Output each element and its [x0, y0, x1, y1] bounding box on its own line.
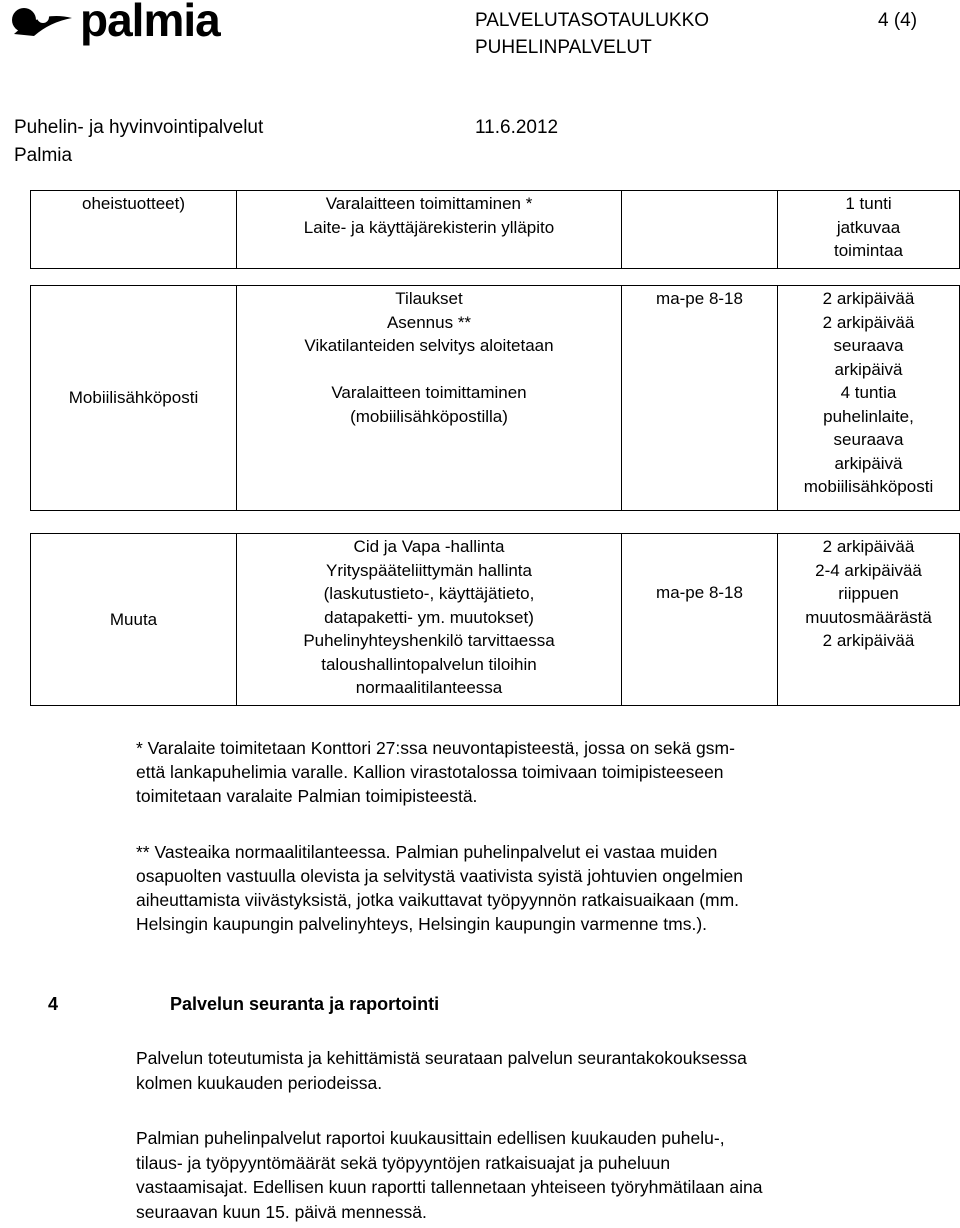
service-table-continued: [30, 190, 960, 269]
service-cell: Varalaitteen toimittaminen * Laite- ja käyttäjärekisterin ylläpito: [237, 191, 622, 269]
footnote-response-time: ** Vasteaika normaalitilanteessa. Palmian puhelinpalvelut ei vastaa muiden osapuolten vastuulla olevista ja selvitystä vaativista syistä johtuvien ongelmien aiheuttamista viivästyksistä, jotka vaikuttavat työpyynnön ratkaisuaikaan (mm. Helsingin kaupungin palvelinyhteys, Helsingin kaupungin varmenne tms.).: [136, 842, 743, 934]
hours-cell: [622, 191, 778, 269]
palmia-logo: [10, 0, 225, 48]
table-row: [31, 286, 960, 511]
logo-text: palmia: [80, 0, 220, 46]
category-cell: oheistuotteet): [31, 191, 237, 269]
paragraph-reporting: Palmian puhelinpalvelut raportoi kuukausittain edellisen kuukauden puhelu-, tilaus- ja työpyyntömäärät sekä työpyyntöjen ratkaisuajat ja puheluun vastaamisajat. Edellisen kuun raportti tallennetaan yhteiseen työryhmätilaan aina seuraavan kuun 15. päivä mennessä.: [136, 1128, 763, 1222]
time-cell: 2 arkipäivää 2 arkipäivää seuraava arkipäivä 4 tuntia puhelinlaite, seuraava arkipäivä mobiilisähköposti: [778, 286, 960, 511]
paragraph-monitoring: Palvelun toteutumista ja kehittämistä seurataan palvelun seurantakokouksessa kolmen kuukauden periodeissa.: [136, 1048, 747, 1093]
other-services-table: [30, 533, 960, 706]
service-cell: Tilaukset Asennus ** Vikatilanteiden selvitys aloitetaan Varalaitteen toimittaminen (mobiilisähköpostilla): [237, 286, 622, 511]
mobile-email-table: [30, 285, 960, 511]
hours-cell: ma-pe 8-18: [622, 286, 778, 511]
palmia-logo-mark-icon: [10, 4, 76, 40]
section-title: Palvelun seuranta ja raportointi: [170, 994, 440, 1014]
service-cell: Cid ja Vapa -hallinta Yrityspääteliittymän hallinta (laskutustieto-, käyttäjätieto, datapaketti- ym. muutokset) Puhelinyhteyshenkilö tarvittaessa taloushallintopalvelun tiloihin normaalitilanteessa: [237, 534, 622, 706]
date: 11.6.2012: [475, 117, 559, 138]
department: Puhelin- ja hyvinvointipalvelut: [14, 117, 264, 138]
section-number: 4: [48, 994, 59, 1014]
footnote-backup-device: * Varalaite toimitetaan Konttori 27:ssa neuvontapisteestä, jossa on sekä gsm- että lankapuhelimia varalle. Kallion virastotalossa toimivaan toimipisteeseen toimitetaan varalaite Palmian toimipisteestä.: [136, 738, 735, 806]
document-subtitle: PUHELINPALVELUT: [475, 37, 652, 58]
time-cell: 2 arkipäivää 2-4 arkipäivää riippuen muutosmäärästä 2 arkipäivää: [778, 534, 960, 706]
document-title: PALVELUTASOTAULUKKO: [475, 10, 710, 31]
category-cell: Muuta: [31, 534, 237, 706]
company: Palmia: [14, 145, 73, 166]
hours-cell: ma-pe 8-18: [622, 534, 778, 706]
page-number: 4 (4): [878, 10, 918, 31]
time-cell: 1 tunti jatkuvaa toimintaa: [778, 191, 960, 269]
table-row: [31, 191, 960, 269]
table-row: [31, 534, 960, 706]
category-cell: Mobiilisähköposti: [31, 286, 237, 511]
